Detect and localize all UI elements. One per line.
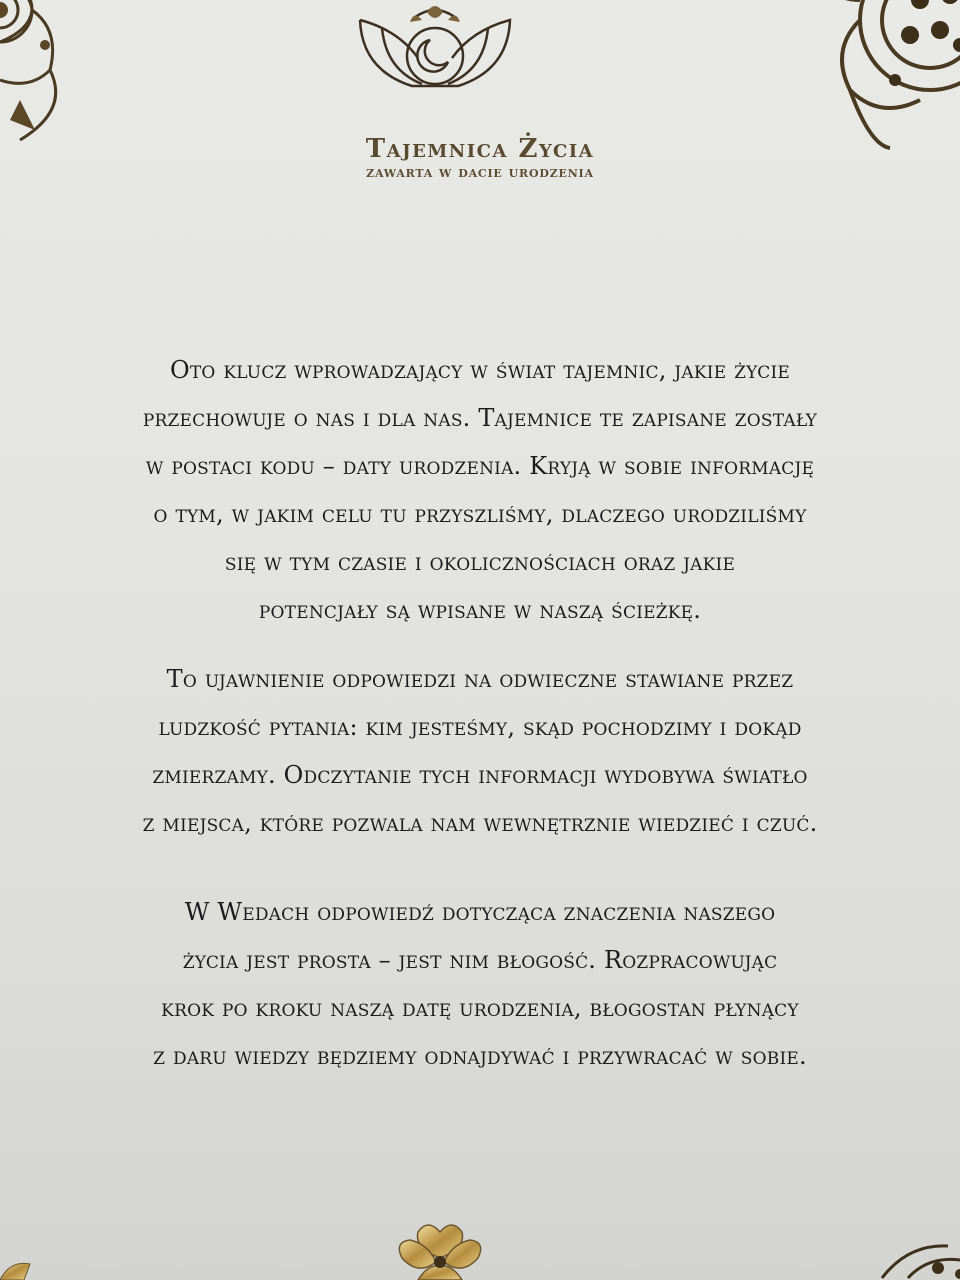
text-line: To ujawnienie odpowiedzi na odwieczne stawiane przez	[166, 665, 794, 693]
text-line: ludzkość pytania: kim jesteśmy, skąd pochodzimy i dokąd	[158, 713, 802, 741]
text-line: z daru wiedzy będziemy odnajdywać i przywracać w sobie.	[153, 1042, 807, 1070]
text-line: przechowuje o nas i dla nas. Tajemnice te zapisane zostały	[142, 404, 818, 432]
text-line: się w tym czasie i okolicznościach oraz jakie	[224, 548, 736, 576]
text-line: o tym, w jakim celu tu przyszliśmy, dlaczego urodziliśmy	[153, 500, 807, 528]
mandala-corner-bottom-left-icon	[0, 1250, 60, 1280]
lotus-moon-icon	[352, 0, 518, 92]
paragraph-vedas	[40, 888, 920, 1080]
text-line: z miejsca, które pozwala nam wewnętrznie wiedzieć i czuć.	[142, 809, 818, 837]
text-line: w postaci kodu – daty urodzenia. Kryją w sobie informację	[145, 452, 815, 480]
page-title: Tajemnica Życia	[365, 134, 595, 164]
page-subtitle: zawarta w dacie urodzenia	[366, 163, 594, 181]
mandala-corner-top-right-icon	[790, 0, 960, 150]
text-line: krok po kroku naszą datę urodzenia, błogostan płynący	[161, 994, 799, 1022]
text-line: Oto klucz wprowadzający w świat tajemnic, jakie życie	[169, 356, 791, 384]
flower-icon	[388, 1218, 492, 1280]
text-line: W Wedach odpowiedź dotycząca znaczenia naszego	[184, 898, 776, 926]
paragraph-intro	[40, 346, 920, 634]
paragraph-questions	[40, 655, 920, 847]
text-line: zmierzamy. Odczytanie tych informacji wydobywa światło	[152, 761, 808, 789]
mandala-corner-bottom-right-icon	[878, 1238, 960, 1280]
mandala-corner-top-left-icon	[0, 0, 100, 150]
text-line: życia jest prosta – jest nim błogość. Rozpracowując	[182, 946, 778, 974]
text-line: potencjały są wpisane w naszą ścieżkę.	[258, 596, 702, 624]
